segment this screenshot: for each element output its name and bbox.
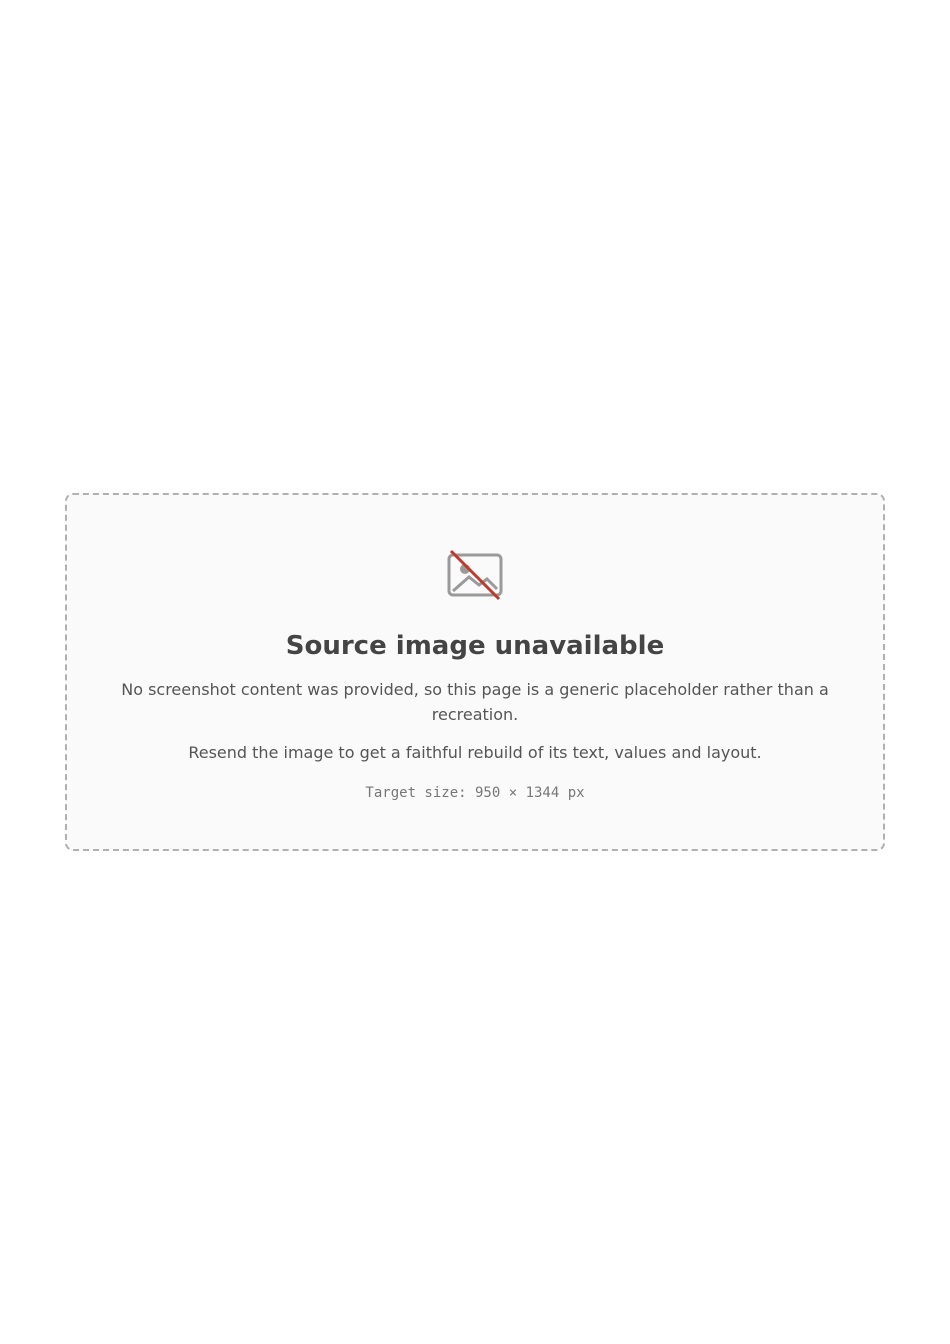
image-missing-icon [443,543,507,607]
placeholder-title: Source image unavailable [285,630,665,661]
placeholder-hint: Resend the image to get a faithful rebuild of its text, values and layout. [188,742,762,762]
placeholder-size-label: Target size: 950 × 1344 px [365,785,585,802]
placeholder-message: No screenshot content was provided, so this page is a generic placeholder rather than a recreation. [121,679,829,725]
placeholder-frame [65,493,885,852]
